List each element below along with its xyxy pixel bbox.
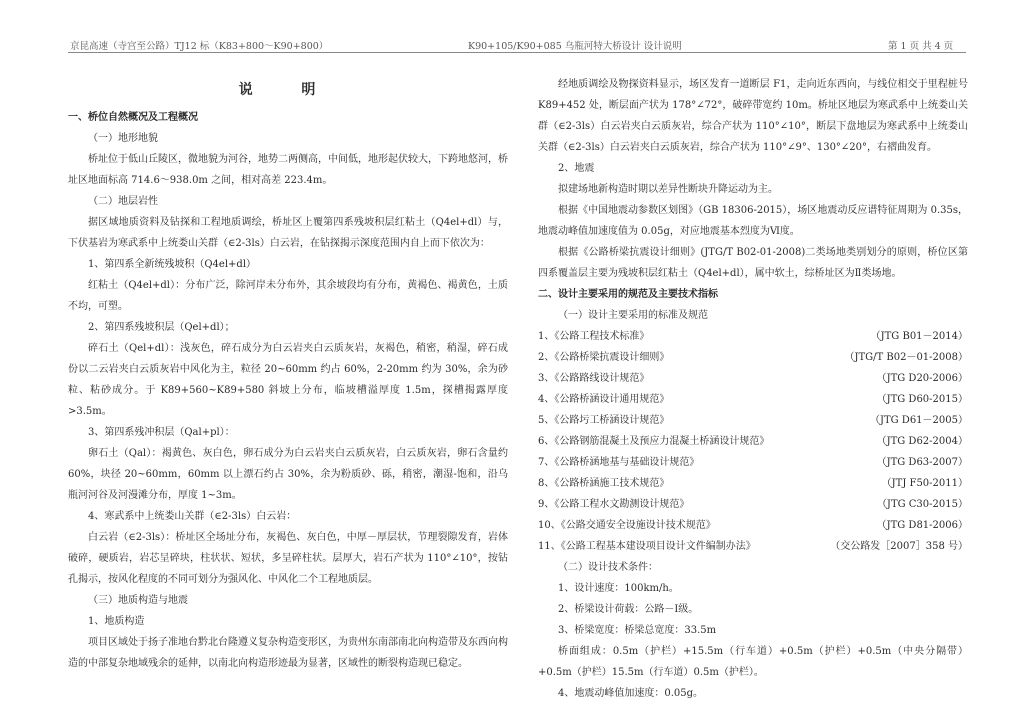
standard-item bbox=[538, 347, 968, 368]
standard-item bbox=[538, 326, 968, 347]
item-heading: 4、寒武系中上统娄山关群（∈2-3ls）白云岩： bbox=[88, 511, 297, 522]
standard-name: 1、《公路工程技术标准》 bbox=[538, 331, 650, 342]
standard-name: 7、《公路桥涵地基与基础设计规范》 bbox=[538, 457, 700, 468]
subsection-heading: （二）地层岩性 bbox=[88, 196, 158, 207]
paragraph: 根据《中国地震动参数区划图》（GB 18306-2015），场区地震动反应谱特征周期为 0.35s，地震动峰值加速度值为 0.05g，对应地震基本烈度为Ⅵ度。 bbox=[538, 205, 968, 237]
standard-name: 8、《公路桥涵施工技术规范》 bbox=[538, 478, 670, 489]
standard-item bbox=[538, 452, 968, 473]
standard-code: （JTG D81-2006） bbox=[876, 520, 968, 531]
paragraph: 白云岩（∈2-3ls）：桥址区全场址分布，灰褐色、灰白色，中厚－厚层状，节理裂隙发育，岩体破碎，硬质岩，岩芯呈碎块，柱状状、短状，多呈碎柱状。层厚大，岩石产状为 110°∠10°，按钻孔揭示，按风化程度的不同可划分为强风化、中风化二个工程地质层。 bbox=[68, 532, 508, 585]
paragraph: 经地质调绘及物探资料显示，场区发育一道断层 F1，走向近东西向，与线位相交于里程桩号 K89+452 处，断层面产状为 178°∠72°，破碎带宽约 10m。桥址区地层为寒武系中上统娄山关群（∈2-3ls）白云岩夹白云质灰岩，综合产状为 110°∠10°，断层下盘地层为寒武系中上统娄山关群（∈2-3ls）白云岩夹白云质灰岩，综合产状为 110°∠9°、130°∠20°，右褶曲发育。 bbox=[538, 79, 968, 153]
paragraph: 碎石土（Qel+dl）：浅灰色，碎石成分为白云岩夹白云质灰岩，灰褐色，稍密，稍湿，碎石成份以二云岩夹白云质灰岩中风化为主，粒径 20~60mm 约占 60%，2-20mm 约为 30%，余为砂粒、粘砂成分。于 K89+560~K89+580 斜坡上分布，临坡槽溢厚度 1.5m，探槽揭露厚度>3.5m。 bbox=[68, 343, 508, 417]
standard-name: 5、《公路圬工桥涵设计规范》 bbox=[538, 415, 670, 426]
page-title: 说 明 bbox=[238, 82, 338, 98]
standard-name: 11、《公路工程基本建设项目设计文件编制办法》 bbox=[538, 541, 756, 552]
standard-code: （JTG D63-2007） bbox=[876, 457, 968, 468]
subsection-heading: （二）设计技术条件： bbox=[558, 562, 658, 573]
tech-item: 2、桥梁设计荷载：公路－Ⅰ级。 bbox=[558, 604, 699, 615]
item-heading: 1、地质构造 bbox=[88, 616, 145, 627]
standard-code: （JTJ F50-2011） bbox=[881, 478, 968, 489]
tech-item: 4、地震动峰值加速度：0.05g。 bbox=[558, 688, 704, 699]
standard-item bbox=[538, 431, 968, 452]
standard-code: （JTG/T B02－01-2008） bbox=[844, 352, 968, 363]
standard-code: （JTG D62-2004） bbox=[876, 436, 968, 447]
header-left: 京昆高速（寺宫至公路）TJ12 标（K83+800～K90+800） bbox=[70, 41, 329, 52]
standard-code: （JTG D61－2005） bbox=[869, 415, 968, 426]
item-heading: 2、第四系残坡积层（Qel+dl）； bbox=[88, 322, 235, 333]
paragraph: 卵石土（Qal）：褐黄色、灰白色，卵石成分为白云岩夹白云质灰岩，白云质灰岩，卵石含量约 60%，块径 20~60mm，60mm 以上漂石约占 30%，余为粉质砂、砾，稍密，潮湿-饱和，沿乌瓶河河谷及河漫滩分布，厚度 1~3m。 bbox=[68, 448, 508, 501]
item-heading: 1、第四系全新统残坡积（Q4el+dl） bbox=[88, 259, 257, 270]
paragraph: 红粘土（Q4el+dl）：分布广泛，除河岸未分布外，其余坡段均有分布，黄褐色、褐黄色，土质不均，可塑。 bbox=[68, 280, 508, 312]
standard-name: 6、《公路钢筋混凝土及预应力混凝土桥涵设计规范》 bbox=[538, 436, 770, 447]
section-heading: 一、桥位自然概况及工程概况 bbox=[68, 112, 198, 123]
standard-code: （JTG C30-2015） bbox=[876, 499, 968, 510]
item-heading: 2、地震 bbox=[558, 163, 595, 174]
tech-item: 1、设计速度：100km/h。 bbox=[558, 583, 679, 594]
item-heading: 3、第四系残冲积层（Qal+pl）： bbox=[88, 427, 235, 438]
paragraph: 项目区域处于扬子准地台黔北台隆遵义复杂构造变形区，为贵州东南部南北向构造带及东西向构造的中部复杂地域残余的延伸，以南北向构造形迹最为显著，区域性的断裂构造现已稳定。 bbox=[68, 637, 508, 669]
right-column bbox=[538, 74, 968, 704]
standard-item bbox=[538, 473, 968, 494]
paragraph: 桥址位于低山丘陵区，微地貌为河谷，地势二两侧高，中间低，地形起伏较大，下跨地悠河，桥址区地面标高 714.6～938.0m 之间，相对高差 223.4m。 bbox=[68, 154, 508, 186]
standard-code: （JTG B01－2014） bbox=[870, 331, 968, 342]
standard-name: 10、《公路交通安全设施设计技术规范》 bbox=[538, 520, 716, 531]
standard-item bbox=[538, 494, 968, 515]
standard-name: 9、《公路工程水文勘测设计规范》 bbox=[538, 499, 690, 510]
header-rule bbox=[68, 52, 966, 53]
tech-item: 桥面组成：0.5m（护栏）+15.5m（行车道）+0.5m（护栏）+0.5m（中央分隔带）+0.5m（护栏）15.5m（行车道）0.5m（护栏）。 bbox=[538, 646, 968, 678]
standard-code: （JTG D60-2015） bbox=[876, 394, 968, 405]
standard-item bbox=[538, 368, 968, 389]
subsection-heading: （一）设计主要采用的标准及规范 bbox=[558, 310, 708, 321]
tech-item: 3、桥梁宽度：桥梁总宽度：33.5m bbox=[558, 625, 717, 636]
left-column bbox=[68, 70, 508, 674]
standard-name: 3、《公路路线设计规范》 bbox=[538, 373, 650, 384]
standard-code: （交公路发［2007］358 号） bbox=[830, 541, 968, 552]
standards-list bbox=[538, 326, 968, 557]
subsection-heading: （三）地质构造与地震 bbox=[88, 595, 188, 606]
paragraph: 拟建场地新构造时期以差异性断块升降运动为主。 bbox=[558, 184, 778, 195]
standard-item bbox=[538, 515, 968, 536]
header-right: 第 1 页 共 4 页 bbox=[888, 41, 954, 52]
paragraph: 根据《公路桥梁抗震设计细则》(JTG/T B02-01-2008)二类场地类别划分的原则，桥位区第四系覆盖层主要为残坡积层红粘土（Q4el+dl），属中软土，综桥址区为Ⅱ类场地。 bbox=[538, 247, 968, 279]
standard-item bbox=[538, 389, 968, 410]
subsection-heading: （一）地形地貌 bbox=[88, 133, 158, 144]
standard-name: 4、《公路桥涵设计通用规范》 bbox=[538, 394, 670, 405]
header-center: K90+105/K90+085 乌瓶河特大桥设计 设计说明 bbox=[468, 41, 682, 52]
standard-item bbox=[538, 410, 968, 431]
standard-code: （JTG D20-2006） bbox=[876, 373, 968, 384]
paragraph: 据区域地质资料及钻探和工程地质调绘，桥址区上覆第四系残坡积层红粘土（Q4el+dl）与，下伏基岩为寒武系中上统娄山关群（∈2-3ls）白云岩，在钻探揭示深度范围内自上而下依次为： bbox=[68, 217, 508, 249]
section-heading: 二、设计主要采用的规范及主要技术指标 bbox=[538, 289, 718, 300]
standard-item bbox=[538, 536, 968, 557]
standard-name: 2、《公路桥梁抗震设计细则》 bbox=[538, 352, 670, 363]
